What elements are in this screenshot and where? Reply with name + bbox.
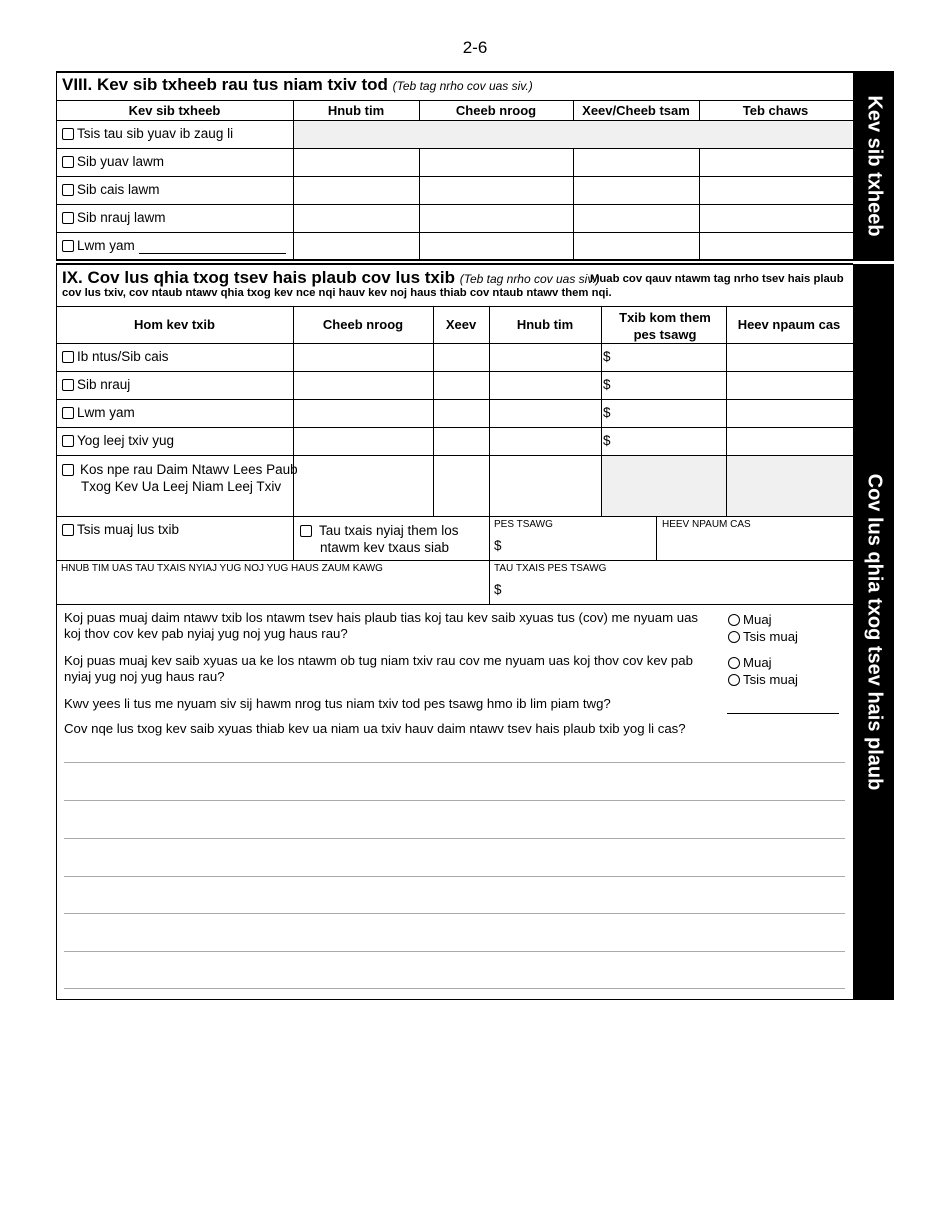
side-tab-court-orders-label: Cov lus qhia txog tsev hais plaub	[863, 473, 885, 791]
checkbox[interactable]	[62, 212, 74, 224]
q2-no-label: Tsis muaj	[743, 672, 798, 687]
checkbox[interactable]	[62, 435, 74, 447]
s8-row-other[interactable]	[62, 238, 135, 253]
section-9-instruction	[62, 272, 846, 300]
checkbox[interactable]	[62, 156, 74, 168]
last-payment-date-label: HNUB TIM UAS TAU TXAIS NYIAJ YUG NOJ YUG HAUS ZAUM KAWG	[61, 563, 383, 574]
s8-row-label: Tsis tau sib yuav ib zaug li	[77, 126, 234, 141]
s9-row-label: Ib ntus/Sib cais	[77, 349, 169, 364]
s8-row-married[interactable]	[62, 154, 164, 169]
frequency-label: HEEV NPAUM CAS	[662, 519, 751, 530]
checkbox[interactable]	[62, 407, 74, 419]
question-joint-custody: Koj puas muaj kev saib xyuas ua ke los ntawm ob tug niam txiv rau cov me nyuam uas koj thov cov kev pab nyiaj yug noj yug haus rau?	[64, 653, 693, 684]
section-9-note: (Teb tag nrho cov uas siv.)	[459, 272, 600, 286]
s8-row-label: Sib cais lawm	[77, 182, 160, 197]
question-custody-order: Koj puas muaj daim ntawv txib los ntawm tsev hais plaub tias koj tau kev saib xyuas tus (cov) me nyuam uas koj thov cov kev pab nyiaj yug noj yug haus rau?	[64, 610, 699, 641]
checkbox[interactable]	[62, 351, 74, 363]
s9-row-acknowledgement[interactable]	[62, 462, 309, 495]
s9-voluntary-payment[interactable]	[300, 522, 495, 556]
s9-row-temporary[interactable]	[62, 349, 169, 364]
s9-row-other[interactable]	[62, 405, 135, 420]
section-8-title	[62, 75, 533, 95]
currency-symbol: $	[603, 433, 611, 448]
s9-header-frequency: Heev npaum cas	[737, 317, 841, 332]
q2-yes-label: Muaj	[743, 655, 772, 670]
s9-no-order-label: Tsis muaj lus txib	[77, 522, 180, 537]
s8-header-relationship: Kev sib txheeb	[128, 103, 221, 118]
checkbox[interactable]	[62, 524, 74, 536]
s9-header-state: Xeev	[445, 317, 477, 332]
s8-header-county: Cheeb nroog	[455, 103, 537, 118]
section-9-title-text: IX. Cov lus qhia txog tsev hais plaub cov lus txib	[62, 268, 455, 287]
currency-symbol: $	[494, 538, 502, 553]
side-tab-court-orders	[853, 264, 894, 1000]
checkbox[interactable]	[62, 379, 74, 391]
s9-row-label: Lwm yam	[77, 405, 135, 420]
question-custody-terms: Cov nqe lus txog kev saib xyuas thiab kev ua niam ua txiv hauv daim ntawv tsev hais plaub txib yog li cas?	[64, 721, 686, 736]
nights-answer-line[interactable]	[727, 713, 839, 714]
s9-row-label: Yog leej txiv yug	[77, 433, 175, 448]
received-amount-label: TAU TXAIS PES TSAWG	[494, 563, 607, 574]
radio[interactable]	[728, 614, 740, 626]
s8-row-label: Sib yuav lawm	[77, 154, 165, 169]
s9-no-order[interactable]	[62, 522, 179, 537]
s9-voluntary-payment-label: Tau txais nyiaj them los ntawm kev txaus siab	[319, 523, 459, 555]
s8-row-separated[interactable]	[62, 182, 160, 197]
side-tab-relationship-label: Kev sib txheeb	[863, 95, 885, 237]
s9-row-label: Kos npe rau Daim Ntawv Lees Paub Txog Kev Ua Leej Niam Leej Txiv	[80, 462, 298, 494]
s9-header-amount: Txib kom them pes tsawg	[619, 310, 711, 342]
q2-no[interactable]	[728, 672, 798, 687]
currency-symbol: $	[603, 349, 611, 364]
s8-header-state: Xeev/Cheeb tsam	[582, 103, 690, 118]
currency-symbol: $	[603, 377, 611, 392]
s9-header-county: Cheeb nroog	[322, 317, 404, 332]
page-number: 2-6	[462, 38, 488, 57]
s8-row-label: Lwm yam	[77, 238, 135, 253]
checkbox[interactable]	[62, 184, 74, 196]
s8-other-input-line[interactable]	[139, 253, 286, 254]
radio[interactable]	[728, 657, 740, 669]
s9-header-order-type: Hom kev txib	[134, 317, 215, 332]
s9-header-date: Hnub tim	[516, 317, 574, 332]
q1-no[interactable]	[728, 629, 798, 644]
q1-yes[interactable]	[728, 612, 772, 627]
section-8-note: (Teb tag nrho cov uas siv.)	[392, 79, 533, 93]
q1-no-label: Tsis muaj	[743, 629, 798, 644]
radio[interactable]	[728, 631, 740, 643]
question-nights-per-week: Kwv yees li tus me nyuam siv sij hawm nrog tus niam txiv tod pes tsawg hmo ib lim piam twg?	[64, 696, 611, 711]
checkbox[interactable]	[62, 464, 74, 476]
s8-row-divorced[interactable]	[62, 210, 166, 225]
s9-row-paternity[interactable]	[62, 433, 174, 448]
s9-row-label: Sib nrauj	[77, 377, 131, 392]
s8-row-never-married[interactable]	[62, 126, 233, 141]
currency-symbol: $	[494, 582, 502, 597]
radio[interactable]	[728, 674, 740, 686]
checkbox[interactable]	[62, 240, 74, 252]
currency-symbol: $	[603, 405, 611, 420]
side-tab-relationship	[853, 71, 894, 261]
s9-row-divorce[interactable]	[62, 377, 130, 392]
s8-header-date: Hnub tim	[327, 103, 385, 118]
q1-yes-label: Muaj	[743, 612, 772, 627]
checkbox[interactable]	[62, 128, 74, 140]
checkbox[interactable]	[300, 525, 312, 537]
amount-label: PES TSAWG	[494, 519, 553, 530]
section-8-title-text: VIII. Kev sib txheeb rau tus niam txiv tod	[62, 75, 388, 94]
s8-row-label: Sib nrauj lawm	[77, 210, 166, 225]
s8-header-country: Teb chaws	[742, 103, 809, 118]
section-9-instruction-text: Muab cov qauv ntawm tag nrho tsev hais plaub cov lus txiv, cov ntaub ntawv qhia txog kev nce nqi hauv kev noj haus thiab cov ntaub ntawv them nqi.	[62, 273, 844, 299]
q2-yes[interactable]	[728, 655, 772, 670]
